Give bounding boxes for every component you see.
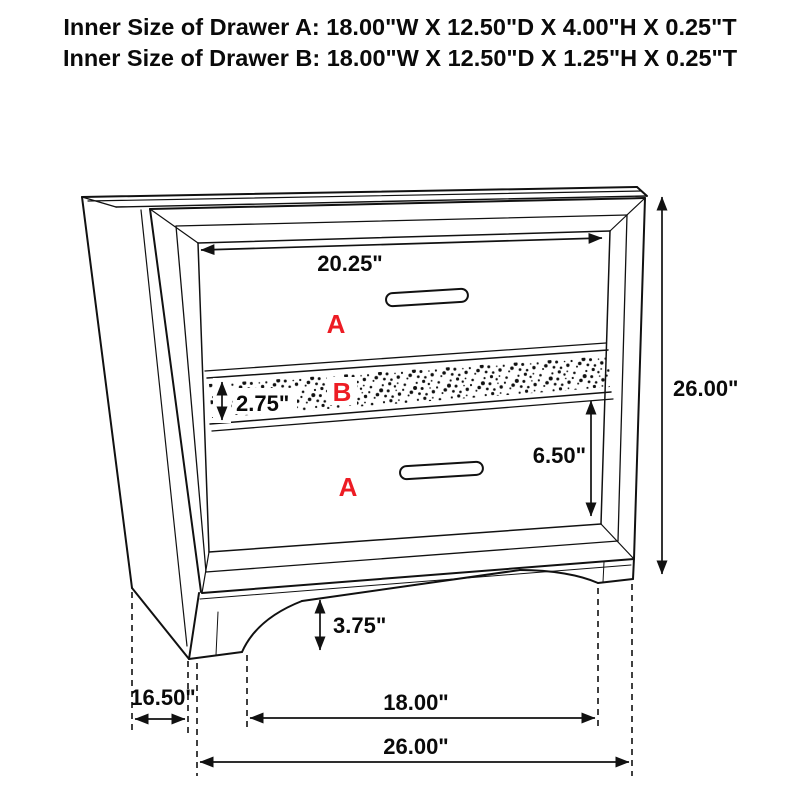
dim-overall-height-label: 26.00" [673, 376, 739, 401]
dim-bottom-drawer-height [533, 401, 591, 516]
top-drawer-handle-icon [386, 289, 469, 307]
dim-inner-top-width [201, 238, 602, 276]
cabinet-top [82, 187, 647, 209]
dim-inner-leg-span [250, 690, 595, 718]
dim-leg-height [320, 600, 386, 650]
bottom-drawer-label: A [338, 472, 358, 502]
dim-leg-height-label: 3.75" [333, 613, 387, 638]
cabinet-left-side [82, 197, 201, 659]
drawer-a-inner-size: Inner Size of Drawer A: 18.00"W X 12.50"D X 4.00"H X 0.25"T [63, 14, 737, 40]
dim-inner-top-width-label: 20.25" [317, 251, 383, 276]
drawer-b-inner-size: Inner Size of Drawer B: 18.00"W X 12.50"D X 1.25"H X 0.25"T [62, 45, 738, 71]
top-drawer-label: A [326, 309, 346, 339]
dim-overall-width-label: 26.00" [383, 734, 449, 759]
bottom-drawer-handle-icon [400, 461, 484, 479]
dim-bottom-drawer-height-label: 6.50" [532, 443, 586, 468]
dim-overall-width [200, 734, 629, 762]
dim-inner-leg-span-label: 18.00" [383, 690, 449, 715]
dim-overall-height [662, 197, 738, 574]
dim-drawer-b-height-label: 2.75" [236, 391, 290, 416]
apron-and-feet [189, 558, 634, 659]
middle-drawer-label-group [327, 377, 357, 407]
dim-side-depth-label: 16.50" [130, 685, 196, 710]
dim-side-depth [130, 685, 195, 719]
middle-drawer-label: B [332, 377, 352, 407]
